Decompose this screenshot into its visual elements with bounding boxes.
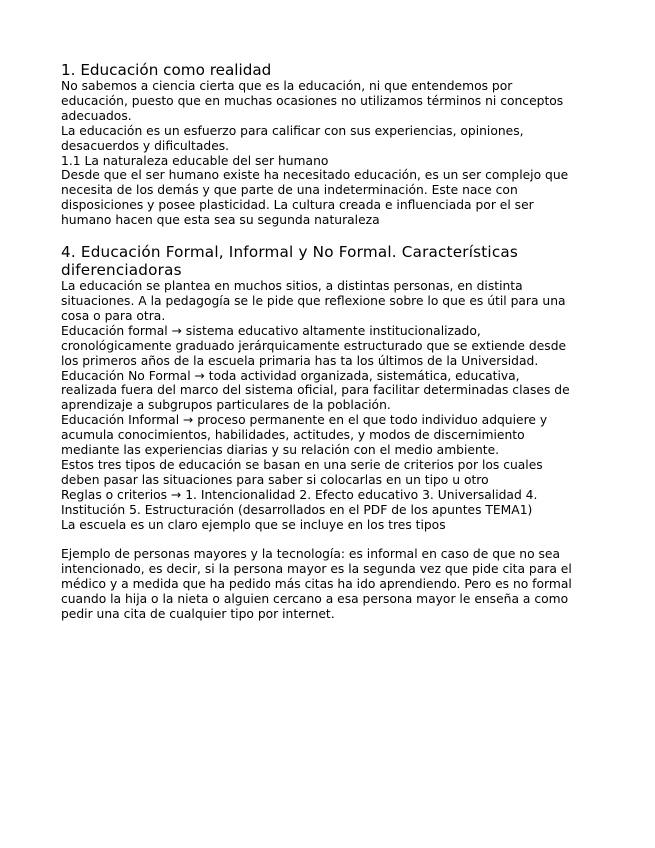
- section-1-paragraph-effort: La educación es un esfuerzo para calificar con sus experiencias, opiniones, desacuerdos y dificultades.: [61, 123, 524, 153]
- section-1-heading: 1. Educación como realidad: [61, 61, 272, 79]
- criteria-intro: Estos tres tipos de educación se basan en una serie de criterios por los cuales deben pasar las situaciones para saber si colocarlas en un tipo u otro: [61, 457, 543, 487]
- section-4-paragraph-intro: La educación se plantea en muchos sitios, a distintas personas, en distinta situaciones. A la pedagogía se le pide que reflexione sobre lo que es útil para una cosa o para otra.: [61, 279, 566, 323]
- paragraph-spacer: [61, 532, 601, 547]
- elderly-technology-example: Ejemplo de personas mayores y la tecnología: es informal en caso de que no sea intencionado, es decir, si la persona mayor es la segunda vez que pide cita para el médico y a medida que ha pedido más citas ha ido aprendiendo. Pero es no formal cuando la hija o la nieta o alguien cercano a esa persona mayor le enseña a como pedir una cita de cualquier tipo por internet.: [61, 547, 572, 621]
- criteria-list: Reglas o criterios → 1. Intencionalidad 2. Efecto educativo 3. Universalidad 4. Institución 5. Estructuración (desarrollados en el PDF de los apuntes TEMA1): [61, 487, 538, 517]
- section-1-paragraph-intro: No sabemos a ciencia cierta que es la educación, ni que entendemos por educación, puesto que en muchas ocasiones no utilizamos términos ni conceptos adecuados.: [61, 79, 564, 123]
- section-1-paragraph-nature: Desde que el ser humano existe ha necesitado educación, es un ser complejo que necesita de los demás y que parte de una indeterminación. Este nace con disposiciones y posee plasticidad. La cultura creada e influenciada por el ser humano hacen que esta sea su segunda naturaleza: [61, 168, 569, 228]
- informal-education-definition: Educación Informal → proceso permanente en el que todo individuo adquiere y acumula conocimientos, habilidades, actitudes, y modos de discernimiento mediante las experiencias diarias y su relación con el medio ambiente.: [61, 413, 548, 458]
- non-formal-education-definition: Educación No Formal → toda actividad organizada, sistemática, educativa, realizada fuera del marco del sistema oficial, para facilitar determinadas clases de aprendizaje a subgrupos particulares de la población.: [61, 368, 570, 413]
- document-page: [61, 61, 601, 622]
- section-4-heading: 4. Educación Formal, Informal y No Formal. Caracterı́sticas diferenciadoras: [61, 243, 519, 280]
- formal-education-definition: Educación formal → sistema educativo altamente institucionalizado, cronológicamente graduado jerárquicamente estructurado que se extiende desde los primeros años de la escuela primaria has ta los últimos de la Universidad.: [61, 323, 567, 368]
- school-example: La escuela es un claro ejemplo que se incluye en los tres tipos: [61, 517, 446, 532]
- subsection-1-1-title: 1.1 La naturaleza educable del ser humano: [61, 153, 329, 168]
